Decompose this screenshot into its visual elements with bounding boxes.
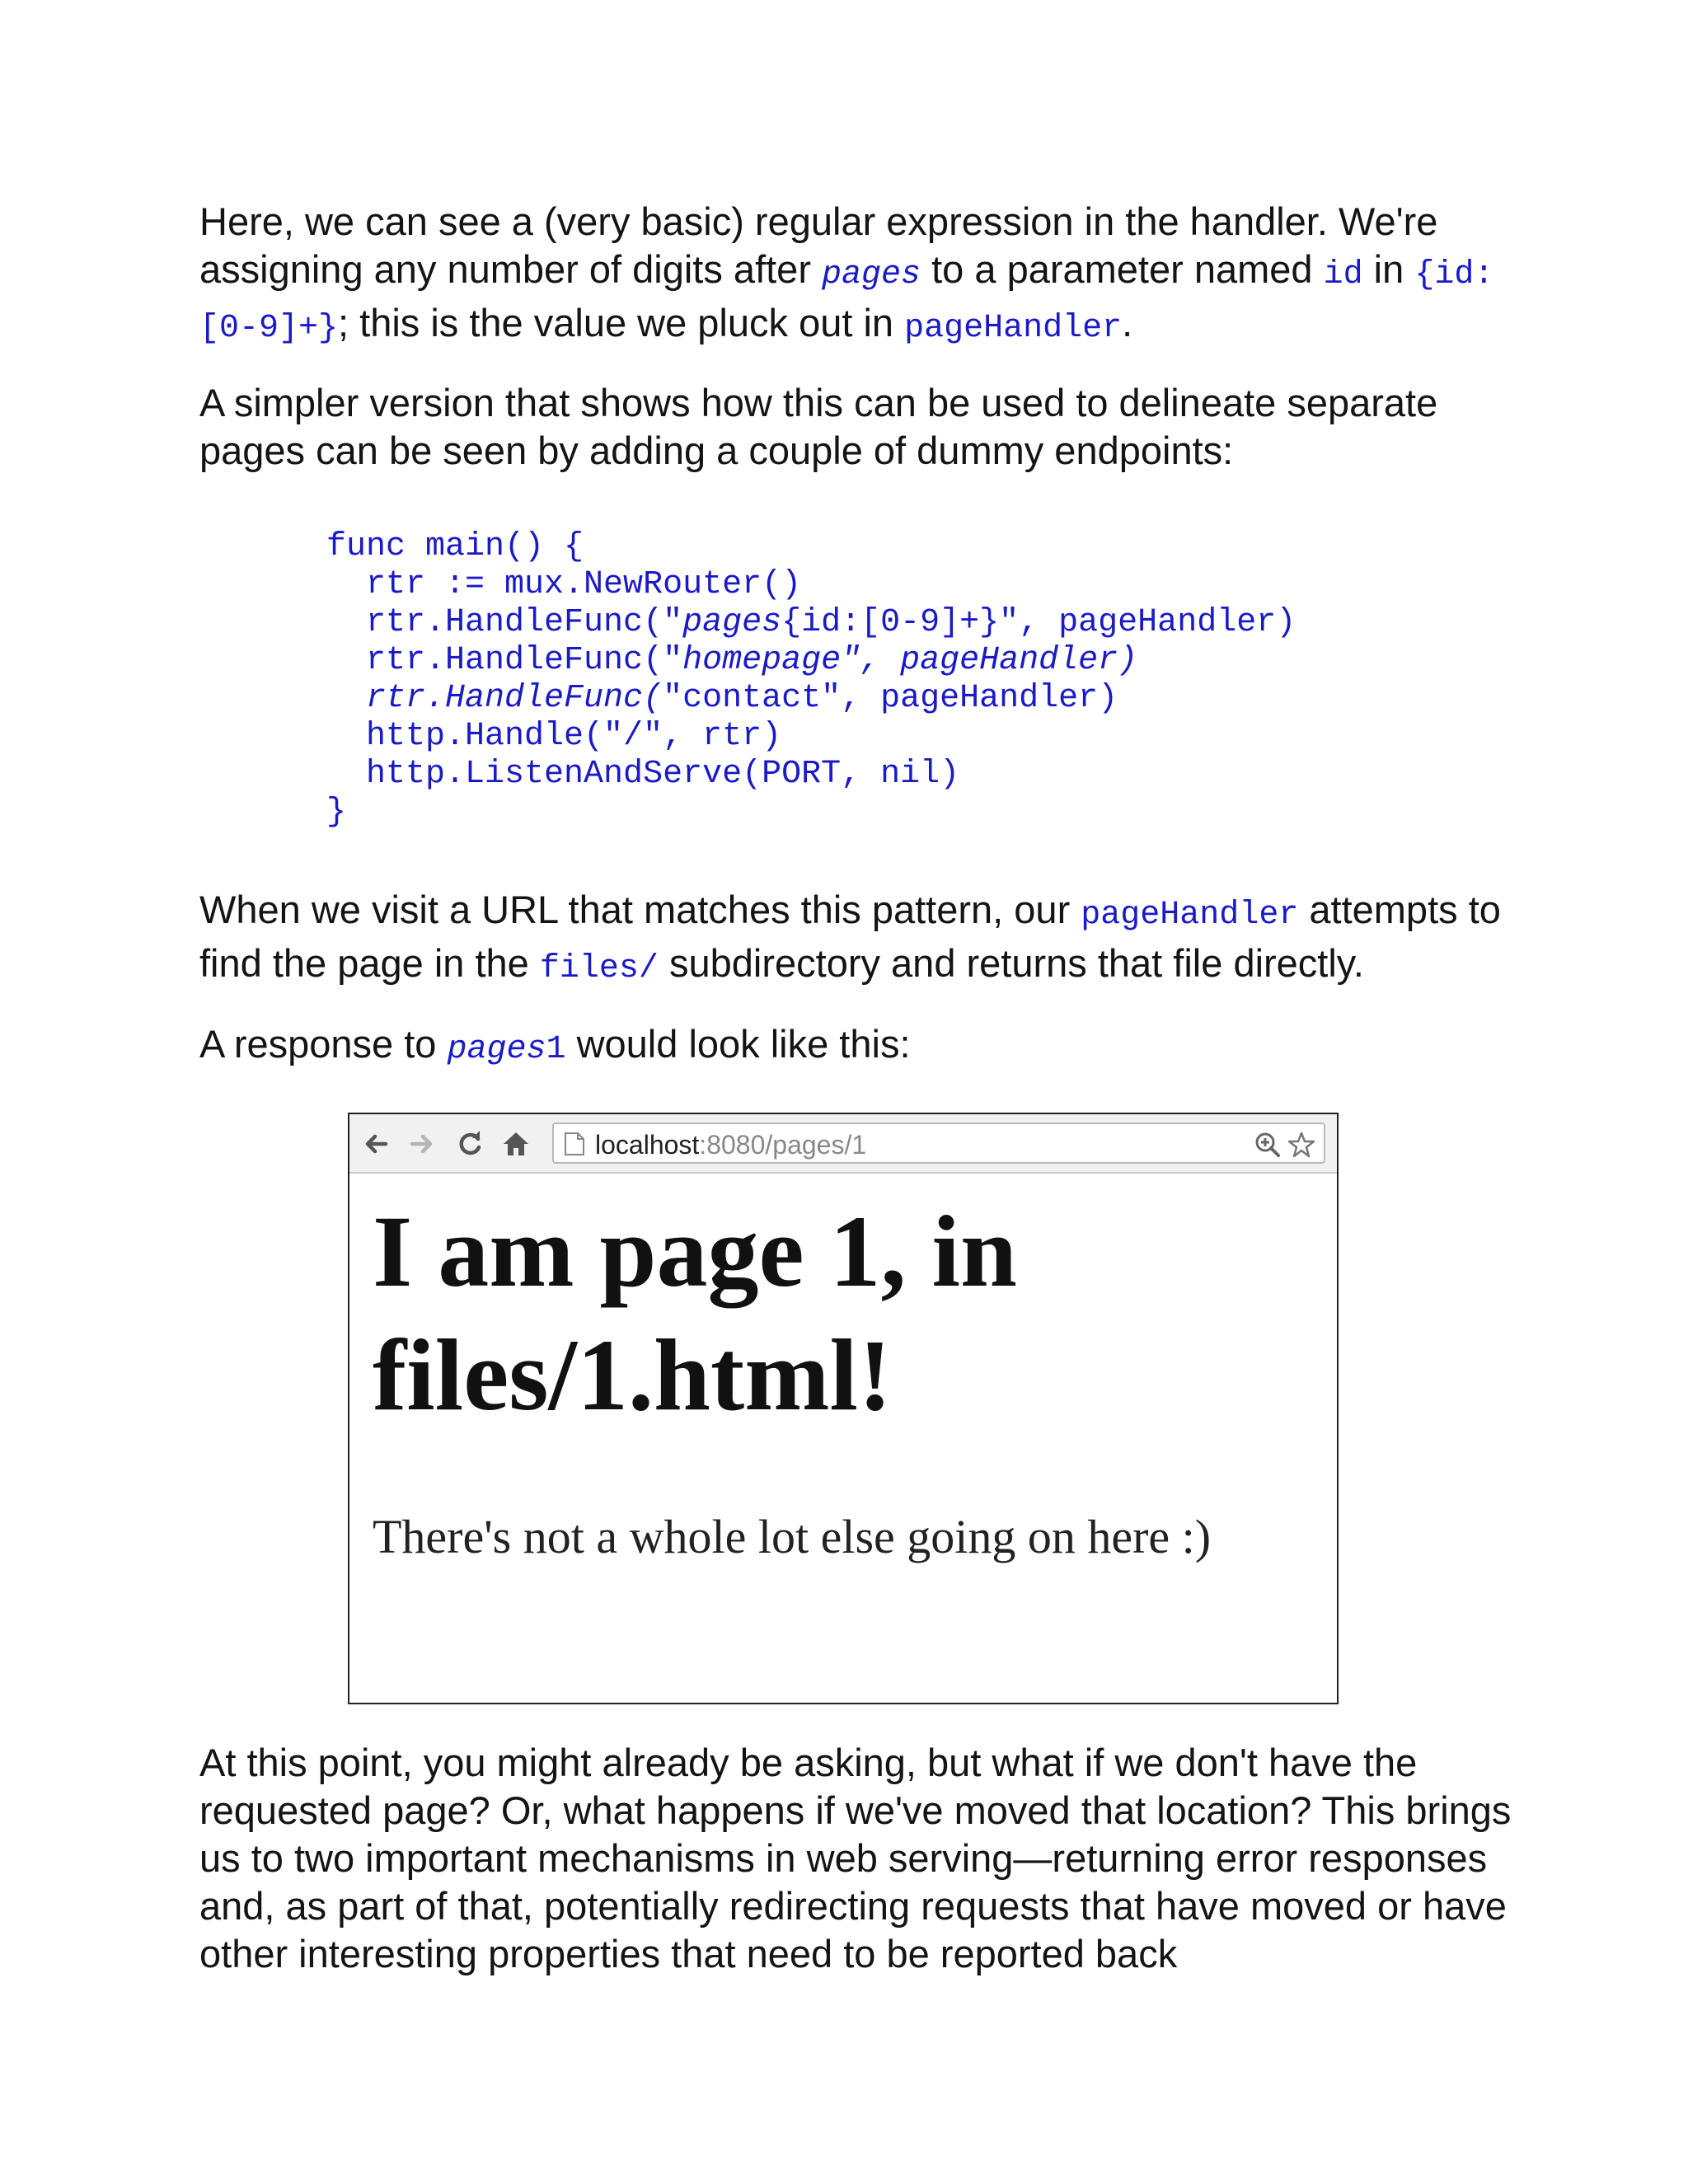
- inline-code: pageHandler: [904, 310, 1123, 347]
- back-arrow-icon[interactable]: [361, 1129, 391, 1159]
- web-page-body-text: There's not a whole lot else going on here :): [373, 1510, 1212, 1563]
- text-run: Here, we can see a (very basic) regular expression in the handler. We're assigning any number of digits after: [199, 199, 1438, 291]
- url-text: [595, 1129, 866, 1160]
- paragraph-simpler-version: A simpler version that shows how this can be used to delineate separate pages can be seen by adding a couple of dummy endpoints:: [199, 381, 1438, 472]
- paragraph-url-match: [199, 886, 1518, 993]
- code-segment: rtr.HandleFunc(: [326, 680, 663, 717]
- text-run: A response to: [199, 1022, 448, 1066]
- browser-screenshot-figure: [348, 1113, 1339, 1704]
- inline-code: {id:[0-9]+}: [199, 256, 1494, 347]
- forward-arrow-icon[interactable]: [407, 1129, 437, 1159]
- code-segment: rtr.HandleFunc(": [326, 642, 683, 679]
- code-segment: "contact", pageHandler): [663, 680, 1118, 717]
- inline-code: pages: [447, 1031, 546, 1068]
- url-host: localhost: [595, 1130, 700, 1160]
- code-segment: homepage", pageHandler): [682, 642, 1138, 679]
- text-run: in: [1362, 247, 1415, 291]
- code-segment: {id:[0-9]+}", pageHandler): [781, 604, 1296, 641]
- text-run: attempts to find the page in the: [199, 888, 1501, 985]
- zoom-icon[interactable]: [1254, 1132, 1281, 1158]
- paragraph-regex-explanation: [199, 198, 1518, 353]
- code-segment: rtr.HandleFunc(": [326, 604, 683, 641]
- inline-code: files/: [539, 950, 659, 987]
- code-line: func main() {: [326, 528, 584, 565]
- browser-toolbar: [349, 1114, 1337, 1174]
- page-icon: [564, 1132, 585, 1156]
- code-line: [326, 642, 1296, 680]
- paragraph-error-responses: At this point, you might already be asking, but what if we don't have the requested page? Or, what happens if we've moved that location? This brings us to two important mechanisms in web serving—returning error responses and, as part of that, potentially redirecting requests that have moved or have other interesting properties that need to be reported back: [199, 1741, 1512, 1975]
- inline-code: id: [1323, 256, 1363, 293]
- url-path: :8080/pages/1: [699, 1130, 867, 1160]
- text-run: subdirectory and returns that file directly.: [658, 941, 1364, 985]
- address-bar[interactable]: [552, 1122, 1325, 1164]
- code-line: [326, 604, 1296, 642]
- text-run: .: [1122, 301, 1133, 344]
- text-run: ; this is the value we pluck out in: [338, 301, 905, 344]
- text-run: to a parameter named: [921, 247, 1324, 291]
- web-page-heading: I am page 1, in files/1.html!: [373, 1195, 1017, 1432]
- home-icon[interactable]: [501, 1129, 531, 1159]
- text-run: would look like this:: [565, 1022, 911, 1066]
- code-block: [326, 528, 1296, 832]
- text-run: When we visit a URL that matches this pattern, our: [199, 888, 1081, 931]
- code-line: [326, 680, 1296, 718]
- code-segment: pages: [682, 604, 782, 641]
- code-line: http.Handle("/", rtr): [326, 718, 782, 755]
- star-icon[interactable]: [1287, 1131, 1315, 1159]
- code-line: rtr := mux.NewRouter(): [326, 566, 802, 603]
- reload-icon[interactable]: [455, 1129, 485, 1159]
- inline-code: pages: [822, 256, 921, 293]
- paragraph-response-intro: [199, 1020, 1518, 1074]
- code-line: }: [326, 794, 347, 831]
- inline-code: 1: [546, 1031, 566, 1068]
- code-line: http.ListenAndServe(PORT, nil): [326, 756, 960, 793]
- inline-code: pageHandler: [1081, 897, 1299, 934]
